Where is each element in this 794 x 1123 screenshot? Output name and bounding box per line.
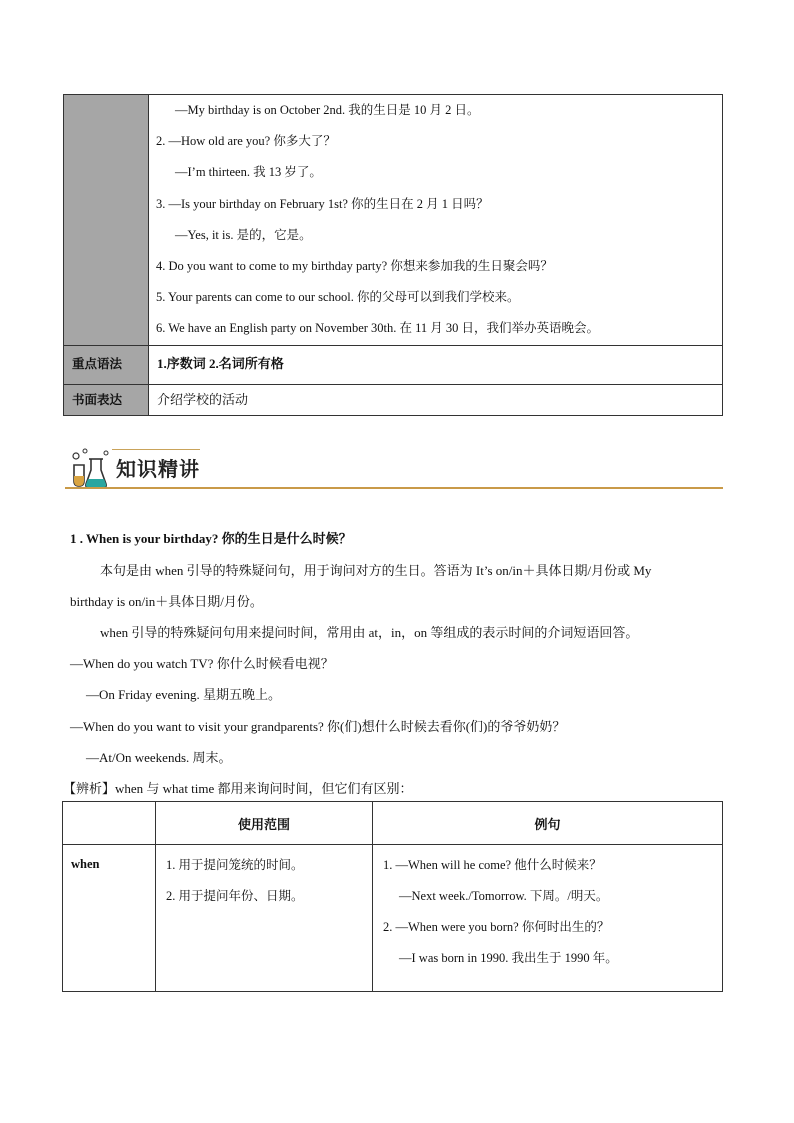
header-cell	[63, 802, 156, 845]
grammar-row	[64, 345, 723, 384]
section-title: 知识精讲	[116, 457, 200, 481]
word-cell: when	[63, 845, 156, 992]
writing-label-cell	[64, 384, 149, 415]
sentence-line: 4. Do you want to come to my birthday party? 你想来参加我的生日聚会吗？	[156, 258, 553, 273]
examples-cell	[373, 845, 723, 992]
sentence-line: 3. —Is your birthday on February 1st? 你的生日在 2 月 1 日吗？	[156, 196, 489, 211]
example-line: —Next week./Tomorrow. 下周。/明天。	[399, 889, 609, 903]
example-line: —I was born in 1990. 我出生于 1990 年。	[399, 951, 618, 965]
section-divider	[65, 487, 723, 489]
header-cell: 使用范围	[156, 802, 373, 845]
example-line: 2. —When were you born? 你何时出生的？	[383, 920, 610, 934]
usage-line: 2. 用于提问年份、日期。	[166, 889, 304, 903]
writing-value: 介绍学校的活动	[157, 391, 249, 407]
sentence-line: —My birthday is on October 2nd. 我的生日是 10 月 2 日。	[175, 103, 480, 117]
comparison-table	[62, 801, 723, 992]
sentence-line: 6. We have an English party on November 30th. 在 11 月 30 日，我们举办英语晚会。	[156, 321, 600, 336]
paragraph-line: when 引导的特殊疑问句用来提问时间，常用由 at，in，on 等组成的表示时间的介词短语回答。	[100, 625, 639, 640]
example-answer: —At/On weekends. 周末。	[86, 750, 232, 765]
paragraph-line: 本句是由 when 引导的特殊疑问句，用于询问对方的生日。答语为 It’s on/in＋具体日期/月份或 My	[100, 563, 652, 578]
grammar-label-cell	[64, 345, 149, 384]
writing-row	[64, 384, 723, 415]
sentences-cell	[149, 95, 723, 346]
example-question: —When do you want to visit your grandparents? 你(们)想什么时候去看你(们)的爷爷奶奶？	[70, 719, 566, 734]
writing-value-cell	[149, 384, 723, 415]
vocab-sentence-table	[63, 94, 723, 416]
table-header-row	[63, 802, 723, 845]
sentence-line: 2. —How old are you? 你多大了？	[156, 134, 336, 149]
sentence-line: 5. Your parents can come to our school. 你的父母可以到我们学校来。	[156, 290, 520, 305]
usage-cell	[156, 845, 373, 992]
sentence-line: —Yes, it is. 是的，它是。	[175, 227, 312, 242]
section-header-accent-line	[112, 449, 200, 450]
analysis-note: 【辨析】when 与 what time 都用来询问时间，但它们有区别：	[63, 781, 413, 796]
header-cell: 例句	[373, 802, 723, 845]
writing-label: 书面表达	[72, 391, 123, 407]
sentences-label-cell	[64, 95, 149, 346]
paragraph-line: birthday is on/in＋具体日期/月份。	[70, 594, 263, 609]
example-question: —When do you watch TV? 你什么时候看电视？	[70, 656, 334, 671]
example-answer: —On Friday evening. 星期五晚上。	[86, 687, 281, 702]
sentence-line: —I’m thirteen. 我 13 岁了。	[175, 165, 322, 180]
grammar-value: 1.序数词 2.名词所有格	[157, 355, 284, 371]
sentences-row	[64, 95, 723, 346]
grammar-label: 重点语法	[72, 355, 123, 371]
grammar-value-cell	[149, 345, 723, 384]
flask-icon	[70, 447, 110, 489]
table-row	[63, 845, 723, 992]
point-heading: 1 . When is your birthday? 你的生日是什么时候？	[70, 531, 352, 546]
usage-line: 1. 用于提问笼统的时间。	[166, 858, 304, 872]
example-line: 1. —When will he come? 他什么时候来？	[383, 858, 602, 872]
